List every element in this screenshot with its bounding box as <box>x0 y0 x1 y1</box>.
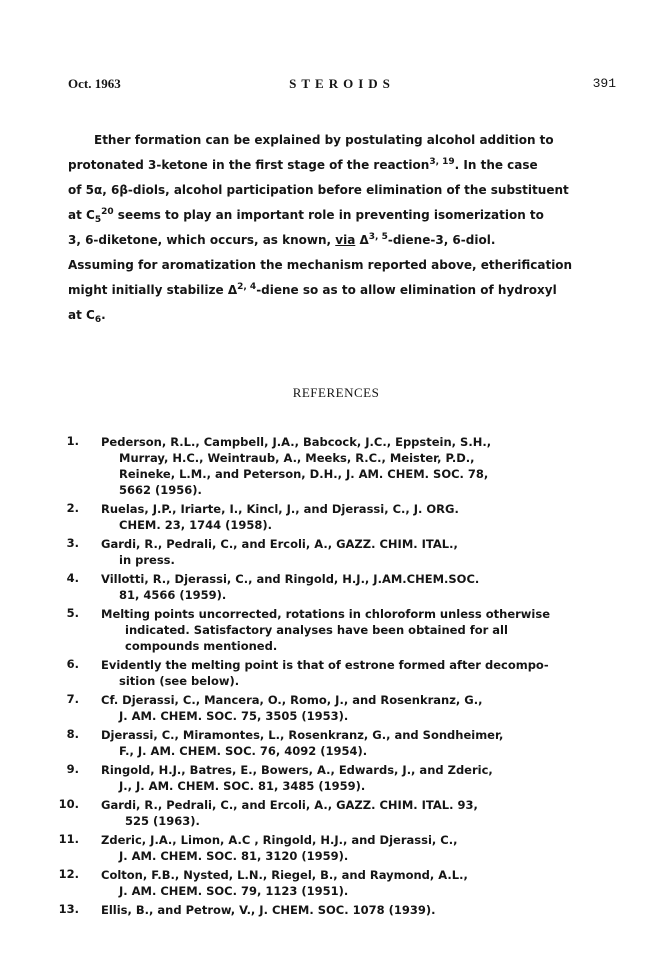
subscript: 6 <box>94 315 102 325</box>
reference-item <box>55 536 615 568</box>
reference-line: Ellis, B., and Petrow, V., J. CHEM. SOC. 1078 (1939). <box>101 903 436 917</box>
reference-item <box>55 762 615 794</box>
reference-item <box>55 797 615 829</box>
reference-item <box>55 902 615 918</box>
reference-item <box>55 501 615 533</box>
reference-item <box>55 832 615 864</box>
reference-number: 8. <box>66 727 79 741</box>
reference-number: 9. <box>66 762 79 776</box>
reference-line: in press. <box>119 553 175 567</box>
reference-item <box>55 867 615 899</box>
reference-line: Djerassi, C., Miramontes, L., Rosenkranz, G., and Sondheimer, <box>101 728 504 742</box>
reference-item <box>55 571 615 603</box>
reference-item <box>55 606 615 654</box>
reference-number: 7. <box>66 692 79 706</box>
superscript: 3, 5 <box>368 232 388 242</box>
body-paragraph <box>68 128 608 328</box>
text-run: . <box>101 308 106 322</box>
text-run: -diene-3, 6-diol. <box>387 233 496 247</box>
reference-line: Cf. Djerassi, C., Mancera, O., Romo, J., and Rosenkranz, G., <box>101 693 483 707</box>
reference-number: 1. <box>66 434 79 448</box>
reference-number: 5. <box>66 606 79 620</box>
text-run: . In the case <box>454 158 538 172</box>
paragraph-line <box>68 253 608 278</box>
reference-line: Murray, H.C., Weintraub, A., Meeks, R.C., Meister, P.D., <box>119 451 475 465</box>
reference-line: 525 (1963). <box>125 814 200 828</box>
reference-line: indicated. Satisfactory analyses have been obtained for all <box>125 623 508 637</box>
text-run: at C <box>68 308 95 322</box>
reference-line: Ringold, H.J., Batres, E., Bowers, A., Edwards, J., and Zderic, <box>101 763 493 777</box>
text-run: might initially stabilize Δ <box>68 283 238 297</box>
paragraph-line <box>68 153 608 178</box>
reference-item <box>55 727 615 759</box>
reference-line: Ruelas, J.P., Iriarte, I., Kincl, J., and Djerassi, C., J. ORG. <box>101 502 459 516</box>
reference-line: J. AM. CHEM. SOC. 79, 1123 (1951). <box>119 884 349 898</box>
reference-number: 2. <box>66 501 79 515</box>
reference-number: 4. <box>66 571 79 585</box>
text-run: of 5α, 6β-diols, alcohol participation before elimination of the substituent <box>68 183 569 197</box>
reference-line: Gardi, R., Pedrali, C., and Ercoli, A., GAZZ. CHIM. ITAL., <box>101 537 458 551</box>
text-run: -diene so as to allow elimination of hydroxyl <box>256 283 557 297</box>
paragraph-line <box>68 203 608 228</box>
text-run: Assuming for aromatization the mechanism reported above, etherification <box>68 258 573 272</box>
text-run: protonated 3-ketone in the first stage of the reaction <box>68 158 430 172</box>
journal-title: STEROIDS <box>289 76 395 91</box>
paragraph-line <box>68 278 608 303</box>
reference-line: 5662 (1956). <box>119 483 202 497</box>
reference-line: Gardi, R., Pedrali, C., and Ercoli, A., GAZZ. CHIM. ITAL. 93, <box>101 798 478 812</box>
reference-item <box>55 692 615 724</box>
reference-line: Reineke, L.M., and Peterson, D.H., J. AM. CHEM. SOC. 78, <box>119 467 489 481</box>
reference-line: J. AM. CHEM. SOC. 75, 3505 (1953). <box>119 709 349 723</box>
reference-number: 3. <box>66 536 79 550</box>
reference-line: Zderic, J.A., Limon, A.C , Ringold, H.J., and Djerassi, C., <box>101 833 458 847</box>
reference-item <box>55 657 615 689</box>
text-run: Δ <box>355 233 369 247</box>
references-heading: REFERENCES <box>292 385 380 400</box>
reference-line: CHEM. 23, 1744 (1958). <box>119 518 273 532</box>
reference-number: 10. <box>58 797 79 811</box>
citation-superscript: 3, 19 <box>429 157 455 167</box>
reference-line: Villotti, R., Djerassi, C., and Ringold, H.J., J.AM.CHEM.SOC. <box>101 572 480 586</box>
citation-superscript: 20 <box>101 207 114 217</box>
text-run: Ether formation can be explained by postulating alcohol addition to <box>94 133 554 147</box>
reference-line: Pederson, R.L., Campbell, J.A., Babcock, J.C., Eppstein, S.H., <box>101 435 492 449</box>
reference-line: sition (see below). <box>119 674 240 688</box>
text-run: 3, 6-diketone, which occurs, as known, <box>68 233 336 247</box>
underlined-word: via <box>335 233 356 247</box>
reference-number: 11. <box>58 832 79 846</box>
reference-number: 13. <box>58 902 79 916</box>
reference-line: J., J. AM. CHEM. SOC. 81, 3485 (1959). <box>119 779 366 793</box>
reference-line: Colton, F.B., Nysted, L.N., Riegel, B., and Raymond, A.L., <box>101 868 468 882</box>
paragraph-line <box>68 303 608 328</box>
paragraph-line <box>68 128 608 153</box>
reference-item <box>55 434 615 498</box>
reference-line: F., J. AM. CHEM. SOC. 76, 4092 (1954). <box>119 744 368 758</box>
superscript: 2, 4 <box>237 282 257 292</box>
reference-line: 81, 4566 (1959). <box>119 588 227 602</box>
references-list <box>55 434 615 921</box>
running-header <box>68 76 616 94</box>
paragraph-line <box>68 178 608 203</box>
reference-number: 6. <box>66 657 79 671</box>
reference-line: Evidently the melting point is that of estrone formed after decompo- <box>101 658 549 672</box>
reference-line: Melting points uncorrected, rotations in chloroform unless otherwise <box>101 607 550 621</box>
reference-line: compounds mentioned. <box>125 639 278 653</box>
page-number: 391 <box>592 76 616 91</box>
subscript: 5 <box>94 215 102 225</box>
paragraph-line <box>68 228 608 253</box>
text-run: at C <box>68 208 95 222</box>
reference-line: J. AM. CHEM. SOC. 81, 3120 (1959). <box>119 849 349 863</box>
issue-date: Oct. 1963 <box>68 76 121 91</box>
reference-number: 12. <box>58 867 79 881</box>
text-run: seems to play an important role in preventing isomerization to <box>113 208 544 222</box>
